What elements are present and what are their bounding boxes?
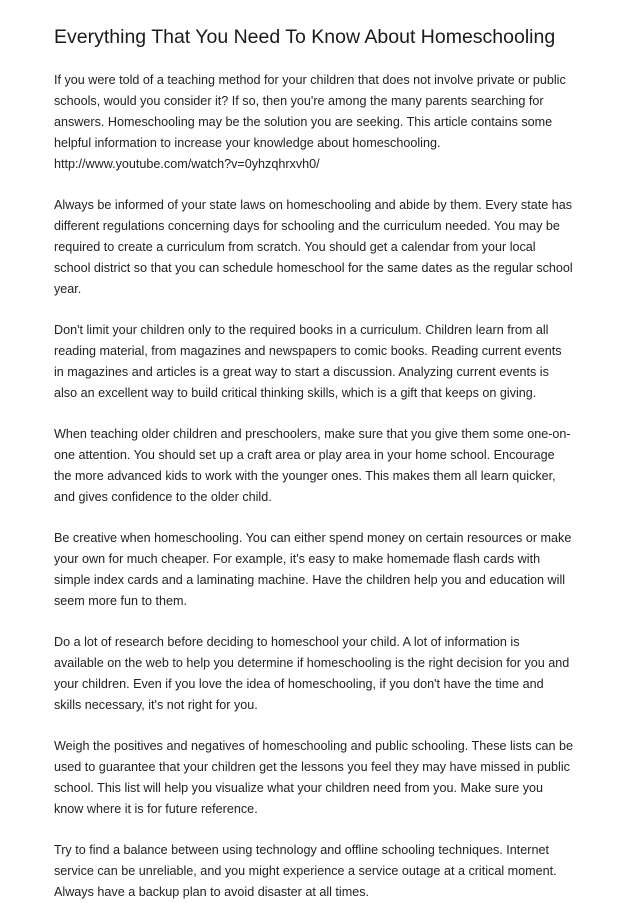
paragraph-reading-material: Don't limit your children only to the required books in a curriculum. Children learn from all reading material, from magazines and newspapers to comic books. Reading current events in magazines and articles is a great way to start a discussion. Analyzing current events is also an excellent way to build critical thinking skills, which is a gift that keeps on giving. xyxy=(54,323,562,400)
paragraph-be-creative: Be creative when homeschooling. You can either spend money on certain resources or make your own for much cheaper. For example, it's easy to make homemade flash cards with simple index cards and a laminating machine. Have the children help you and education will seem more fun to them. xyxy=(54,531,572,608)
paragraph-technology-balance: Try to find a balance between using technology and offline schooling techniques. Internet service can be unreliable, and you might experience a service outage at a critical moment. Always have a backup plan to avoid disaster at all times. xyxy=(54,843,557,899)
paragraph-weigh-positives: Weigh the positives and negatives of homeschooling and public schooling. These lists can be used to guarantee that your children get the lessons you feel they may have missed in public school. This list will help you visualize what your children need from you. Make sure you know where it is for future reference. xyxy=(54,739,573,816)
paragraph-state-laws: Always be informed of your state laws on homeschooling and abide by them. Every state has different regulations concerning days for schooling and the curriculum needed. You may be required to create a curriculum from scratch. You should get a calendar from your local school district so that you can schedule homeschool for the same dates as the regular school year. xyxy=(54,198,573,296)
paragraph-intro: If you were told of a teaching method for your children that does not involve private or public schools, would you consider it? If so, then you're among the many parents searching for answers. Homeschooling may be the solution you are seeking. This article contains some helpful information to increase your knowledge about homeschooling. http://www.youtube.com/watch?v=0yhzqhrxvh0/ xyxy=(54,73,566,171)
paragraph-research: Do a lot of research before deciding to homeschool your child. A lot of information is available on the web to help you determine if homeschooling is the right decision for you and your children. Even if you love the idea of homeschooling, if you don't have the time and skills necessary, it's not right for you. xyxy=(54,635,570,712)
page-title: Everything That You Need To Know About Homeschooling xyxy=(54,26,556,48)
paragraph-older-children: When teaching older children and preschoolers, make sure that you give them some one-on- one attention. You should set up a craft area or play area in your home school. Encourage the more advanced kids to work with the younger ones. This makes them all learn quicker, and gives confidence to the older child. xyxy=(54,427,571,504)
